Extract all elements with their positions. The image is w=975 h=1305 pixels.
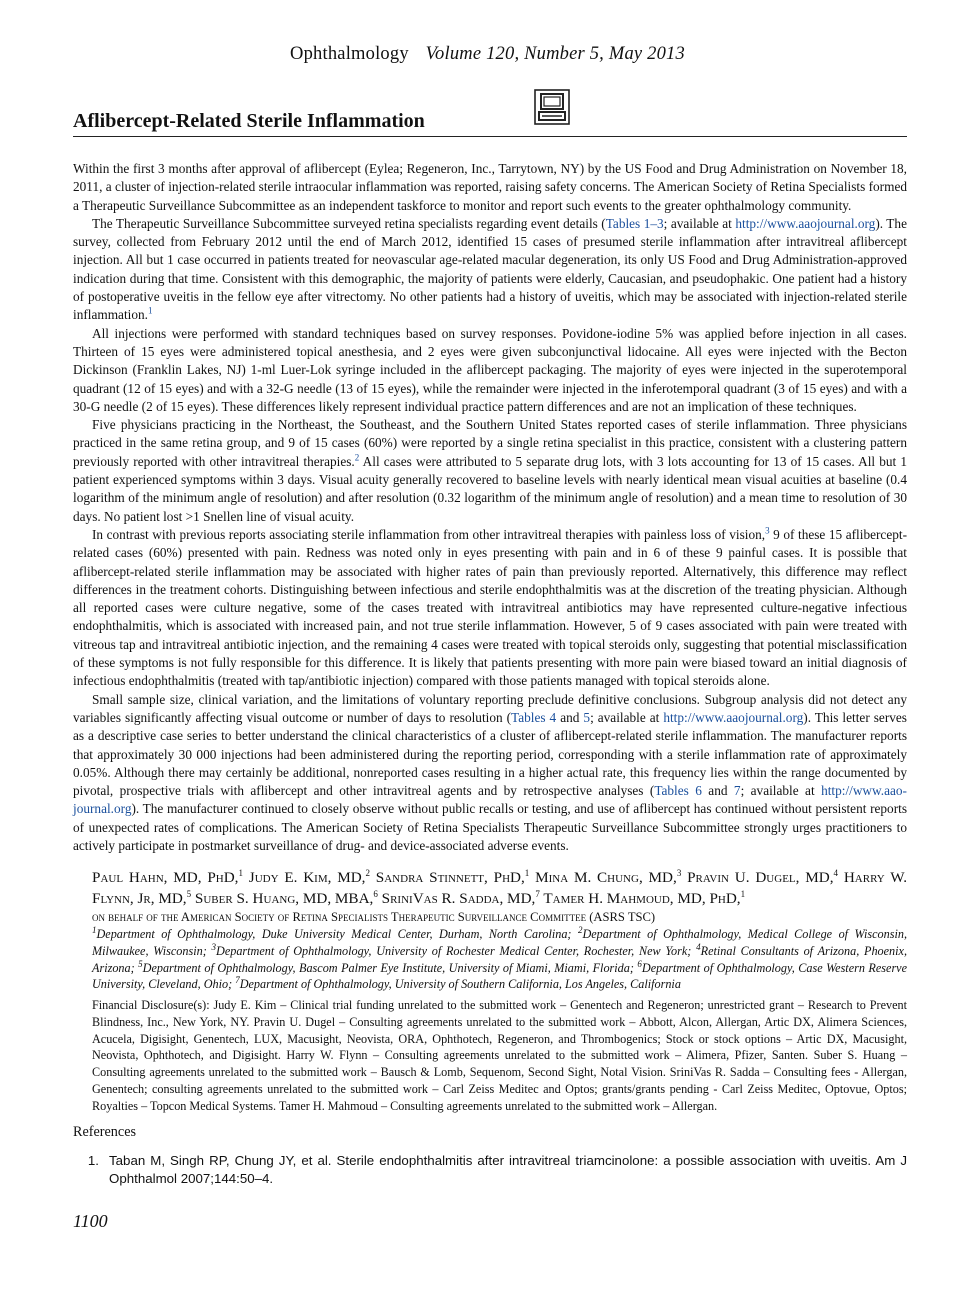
citation-2[interactable]: 2	[354, 452, 360, 463]
affiliation: Department of Ophthalmology, Medical College of Wisconsin, Milwaukee, Wisconsin;	[92, 927, 907, 958]
affiliation: Retinal Consultants of Arizona, Phoenix, Arizona;	[92, 943, 907, 975]
paragraph-3: All injections were performed with standard techniques based on survey responses. Povidone-iodine 5% was applied before injection in all cases. Thirteen of 15 eyes were administered topical anesthesia, and 2 eyes were given subconjunctival lidocaine. All eyes were injected with the Becton Dickinson (Franklin Lakes, NJ) 1-ml Luer-Lok syringe included in the aflibercept packaging. The majority of eyes were injected in the superotemporal quadrant (12 of 15 eyes) and with a 32-G needle (13 of 15 eyes), while the remainder were injected in the inferotemporal quadrant (3 of 15 eyes) and with a 30-G needle (2 of 15 eyes). These differences likely represent individual practice pattern differences and are not an implication of these techniques.	[73, 325, 907, 414]
reference-text: Taban M, Singh RP, Chung JY, et al. Sterile endophthalmitis after intravitreal triamcinolone: a possible association with uveitis. Am J Ophthalmol 2007;144:50–4.	[109, 1153, 907, 1187]
volume-info: Volume 120, Number 5, May 2013	[425, 44, 685, 64]
author: Sandra Stinnett, PhD,	[369, 869, 525, 886]
financial-disclosure: Financial Disclosure(s): Judy E. Kim – Clinical trial funding unrelated to the submitted work – Genentech and Regeneron; unrestricted grant – Research to Prevent Blindness, Inc., New York, NY. Pravin U. Dugel – Consulting agreements unrelated to the submitted work – Abbott, Alcon, Allergan, Artic DX, Alimera Sciences, Acucela, Digisight, Genentech, LUX, Macusight, Neovista, ORA, Ophthotech, Regeneron, and Thrombogenics; Stock or stock options – Artic DX, Macusight, Neovista, Ophthotech, and Digisight. Harry W. Flynn – Consulting agreements unrelated to the submitted work – Alimera, Pfizer, Santen. Suber S. Huang – Consulting agreements unrelated to the submitted work – Bausch & Lomb, Sequenom, Second Sight, Notal Vision. SriniVas R. Sadda – Consulting fees - Allergan, Genentech; consulting agreements unrelated to the submitted work – Carl Zeiss Meditec and Optos; grants/grants pending - Carl Zeiss Meditec, Optovue, Optos; Royalties – Topcon Medical Systems. Tamer H. Mahmoud – Consulting agreements unrelated to the submitted work – Allergan.	[92, 998, 907, 1113]
author: Mina M. Chung, MD,	[529, 869, 677, 886]
affiliations: $^1$Department of Ophthalmology, Duke University Medical Center, Durham, North Carolina; $^2$Department of Ophthalmology, Medical College of Wisconsin, Milwaukee, Wisconsin; $^3$Department of Ophthalmology, University of Rochester Medical Center, Rochester, New York; $^4$Retinal Consultants of Arizona, Phoenix, Arizona; $^5$Department of Ophthalmology, Bascom Palmer Eye Institute, University of Miami, Miami, Florida; $^6$Department of Ophthalmology, Case Western Reserve University, Cleveland, Ohio; $^7$Department of Ophthalmology, University of Southern California, Los Angeles, California	[92, 924, 907, 992]
aaojournal-link[interactable]: http://www.aaojournal.org	[735, 215, 876, 231]
reference-list	[73, 1152, 907, 1188]
reference-item	[73, 1152, 907, 1188]
author: Pravin U. Dugel, MD,	[681, 869, 834, 886]
page-number: 1100	[73, 1211, 108, 1231]
citation-1[interactable]: 1	[147, 305, 153, 316]
reference-number: 1.	[87, 1153, 99, 1168]
table-6-link[interactable]: Tables 6	[654, 783, 702, 799]
paragraph-6: Small sample size, clinical variation, and the limitations of voluntary reporting preclude definitive conclusions. Subgroup analysis did not detect any variables significantly affecting visual outcome or number of days to resolution (Tables 4 and 5; available at http://www.aaojournal.org). This letter serves as a descriptive case series to better understand the clinical characteristics of a cluster of aflibercept-related sterile inflammation. The manufacturer reports that approximately 30 000 injections had been administered during the reporting period, corresponding with a sterile inflammation rate of approximately 0.05%. Although there may certainly be additional, nonreported cases resulting in a higher actual rate, this frequency lies within the range documented by pivotal, prospective trials with aflibercept and other intravitreal agents and by retrospective analyses (Tables 6 and 7; available at http://www.aao-journal.org). The manufacturer continued to closely observe without public recalls or testing, and use of aflibercept has continued without persistent reports of unexpected rates of complications. The American Society of Retina Specialists Therapeutic Surveillance Subcommittee strongly urges practitioners to actively participate in postmarket surveillance of drug- and device-associated adverse events.	[73, 691, 907, 853]
aaojournal-link-2[interactable]: http://www.aaojournal.org	[663, 709, 804, 725]
author: Harry W. Flynn, Jr, MD,	[92, 869, 908, 907]
table-5-link[interactable]: 5	[583, 709, 591, 725]
affiliation: Department of Ophthalmology, University of Rochester Medical Center, Rochester, New York;	[216, 943, 697, 958]
paragraph-4: Five physicians practicing in the Northeast, the Southeast, and the Southern United States reported cases of sterile inflammation. Three physicians practiced in the same retina group, and 9 of 15 cases (60%) were reported by a single retina specialist in this practice, consistent with a clustering pattern previously reported with other intravitreal therapies.$^2$ All cases were attributed to 5 separate drug lots, with 3 lots accounting for 13 of 15 cases. All but 1 patient experienced symptoms within 3 days. Visual acuity generally recovered to baseline levels with nearly identical mean visual acuities at baseline (0.4 logarithm of the minimum angle of resolution) and after resolution (0.32 logarithm of the minimum angle of resolution) and a mean time to resolution of 30 days. No patient lost >1 Snellen line of visual acuity.	[73, 417, 907, 524]
affiliation: Department of Ophthalmology, Case Western Reserve University, Cleveland, Ohio;	[92, 960, 907, 992]
affiliation: Department of Ophthalmology, Bascom Palmer Eye Institute, University of Miami, Miami, Florida;	[142, 960, 638, 975]
computer-monitor-icon[interactable]	[534, 89, 570, 125]
author: Suber S. Huang, MD, MBA,	[191, 890, 374, 907]
table-4-link[interactable]: Tables 4	[511, 709, 557, 725]
author-block	[92, 867, 907, 926]
citation-3[interactable]: 3	[765, 525, 770, 536]
table-7-link[interactable]: 7	[733, 783, 741, 799]
article-body	[73, 160, 907, 855]
tables-1-3-link[interactable]: Tables 1–3	[605, 215, 664, 231]
author: Paul Hahn, MD, PhD,	[92, 869, 239, 886]
paragraph-1: Within the first 3 months after approval of aflibercept (Eylea; Regeneron, Inc., Tarrytown, NY) by the US Food and Drug Administration on November 18, 2011, a cluster of injection-related sterile intraocular inflammation was reported, raising safety concerns. The American Society of Retina Specialists formed a Therapeutic Surveillance Subcommittee as an independent taskforce to monitor and report such events to the greater ophthalmology community.	[73, 161, 907, 213]
running-header	[0, 44, 975, 65]
author-names: Paul Hahn, MD, PhD,$^1$ Judy E. Kim, MD,$^2$ Sandra Stinnett, PhD,$^1$ Mina M. Chung, MD,$^3$ Pravin U. Dugel, MD,$^4$ Harry W. Flynn, Jr, MD,$^5$ Suber S. Huang, MD, MBA,$^6$ SriniVas R. Sadda, MD,$^7$ Tamer H. Mahmoud, MD, PhD,$^1$	[92, 867, 908, 907]
journal-name: Ophthalmology	[290, 44, 409, 64]
author: SriniVas R. Sadda, MD,	[377, 890, 536, 907]
article-title: Aflibercept-Related Sterile Inflammation	[73, 110, 425, 132]
author: Judy E. Kim, MD,	[242, 869, 366, 886]
aaojournal-link-3[interactable]: http://www.aao-journal.org	[73, 783, 907, 817]
paragraph-5: In contrast with previous reports associating sterile inflammation from other intravitreal therapies with painless loss of vision,$^3$ 9 of these 15 aflibercept-related cases (60%) presented with pain. Redness was noted only in eyes presenting with pain and in 6 of these 9 painful cases. It is possible that aflibercept-related sterile inflammation may be associated with higher rates of pain than previously reported. Alternatively, this difference may reflect differences in the treatment cohorts. Distinguishing between infectious and sterile endophthalmitis was at the discretion of the treating physician. Although all reported cases were culture negative, some of the cases treated with intravitreal antibiotics may have represented culture-negative infectious endophthalmitis, which is associated with increased pain, and not true sterile inflammation. However, 5 of 9 cases associated with pain were treated with vitreous tap and intravitreal antibiotic injection, and the remaining 4 cases were treated with topical steroids only, suggesting that potential misclassification of these symptoms is not fully responsible for this difference. It is likely that patients presenting with more pain were biased toward an initial diagnosis of infectious endophthalmitis (treated with tap/antibiotic injection) compared with those patients managed with topical steroids alone.	[73, 525, 907, 689]
paragraph-2: The Therapeutic Surveillance Subcommittee surveyed retina specialists regarding event details (Tables 1–3; available at http://www.aaojournal.org). The survey, collected from February 2012 until the end of March 2012, identified 15 cases of presumed sterile inflammation after intravitreal aflibercept injection. All but 1 case occurred in patients treated for neovascular age-related macular degeneration, its only US Food and Drug Administration-approved indication during that time. Consistent with this demographic, the majority of patients were elderly, Caucasian, and pseudophakic. One patient had a history of postoperative uveitis in the fellow eye after vitrectomy. No other patients had a history of uveitis, which may be associated with injection-related sterile inflammation.$^1$	[73, 215, 907, 323]
affiliation: Department of Ophthalmology, University of Southern California, Los Angeles, California	[239, 977, 681, 992]
references-heading: References	[73, 1124, 137, 1140]
title-rule	[73, 136, 907, 137]
affiliation: Department of Ophthalmology, Duke University Medical Center, Durham, North Carolina;	[96, 927, 578, 941]
on-behalf-of: on behalf of the American Society of Retina Specialists Therapeutic Surveillance Committee (ASRS TSC)	[92, 910, 656, 924]
author: Tamer H. Mahmoud, MD, PhD,	[539, 890, 741, 907]
